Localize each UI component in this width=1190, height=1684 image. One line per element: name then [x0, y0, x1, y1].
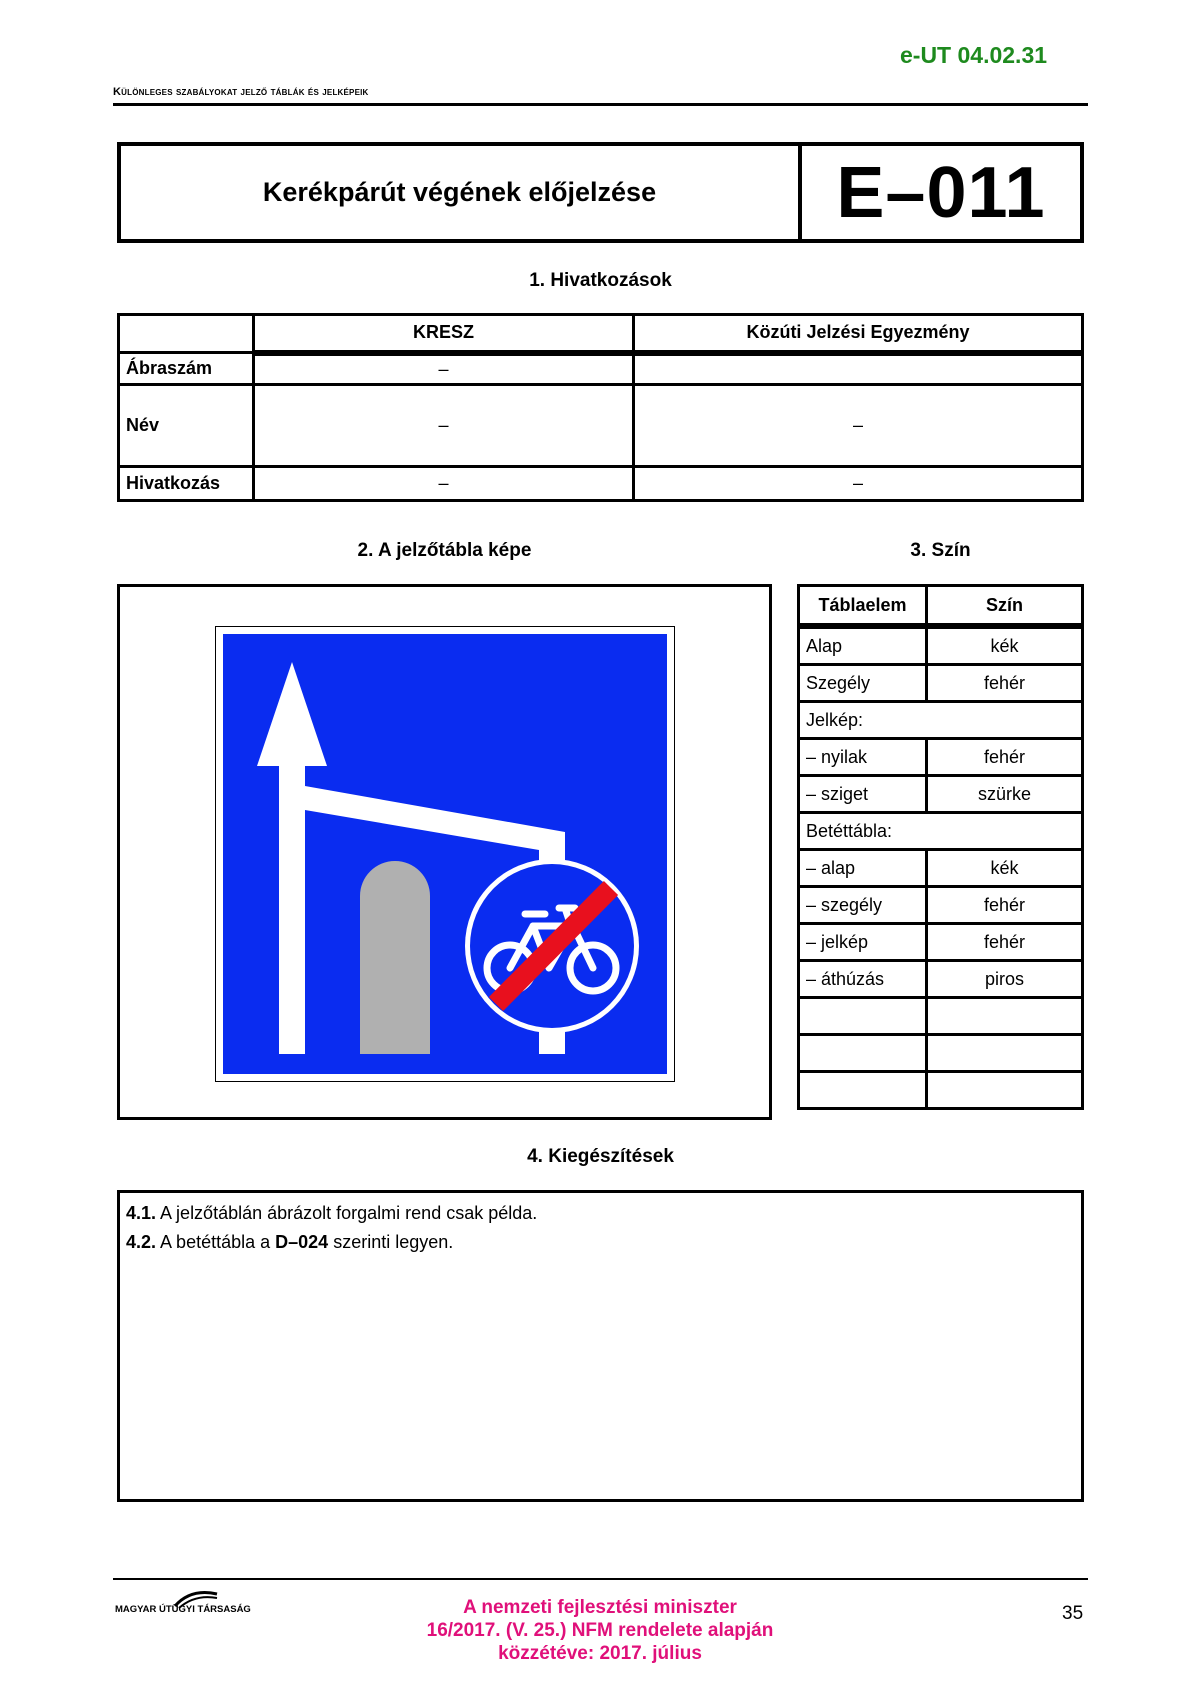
kresz-value: – — [254, 385, 634, 467]
element-cell: Alap — [799, 626, 927, 665]
color-cell — [927, 1072, 1083, 1109]
color-cell: szürke — [927, 776, 1083, 813]
note-number: 4.1. — [126, 1203, 157, 1223]
document-code: e-UT 04.02.31 — [900, 42, 1048, 68]
element-cell: – jelkép — [799, 924, 927, 961]
header-element: Táblaelem — [799, 586, 927, 627]
table-row — [799, 887, 1083, 924]
note-item — [126, 1199, 1075, 1228]
sign-name: Kerékpárút végének előjelzése — [121, 146, 802, 239]
table-row — [799, 850, 1083, 887]
page-number: 35 — [1062, 1603, 1084, 1624]
table-row — [119, 353, 1083, 385]
section-references-title: 1. Hivatkozások — [529, 270, 672, 291]
table-row — [119, 467, 1083, 501]
color-cell: fehér — [927, 665, 1083, 702]
color-cell: piros — [927, 961, 1083, 998]
footer-line: 16/2017. (V. 25.) NFM rendelete alapján — [426, 1620, 774, 1641]
element-cell: – szegély — [799, 887, 927, 924]
kresz-value: – — [254, 467, 634, 501]
color-cell: fehér — [927, 887, 1083, 924]
title-box — [117, 142, 1084, 243]
element-cell: – áthúzás — [799, 961, 927, 998]
element-cell — [799, 1072, 927, 1109]
group-label-cell: Jelkép: — [799, 702, 1083, 739]
table-row — [799, 626, 1083, 665]
note-text: A betéttábla a — [156, 1232, 276, 1252]
table-row — [799, 1072, 1083, 1109]
row-label: Ábraszám — [119, 353, 254, 385]
color-table — [797, 584, 1084, 1110]
footer-line: A nemzeti fejlesztési miniszter — [463, 1597, 737, 1618]
sign-code: E–011 — [836, 152, 1046, 233]
header-kje: Közúti Jelzési Egyezmény — [634, 315, 1083, 353]
empty-header-cell — [119, 315, 254, 353]
color-cell: kék — [927, 626, 1083, 665]
table-row — [799, 1035, 1083, 1072]
table-row — [799, 998, 1083, 1035]
table-row — [799, 702, 1083, 739]
references-table — [117, 313, 1084, 502]
sign-illustration — [215, 626, 675, 1082]
footer-publication-note — [340, 1596, 860, 1665]
footer-divider — [113, 1578, 1088, 1580]
header-kresz: KRESZ — [254, 315, 634, 353]
row-label: Név — [119, 385, 254, 467]
table-row — [799, 961, 1083, 998]
element-cell: Szegély — [799, 665, 927, 702]
color-cell — [927, 998, 1083, 1035]
color-cell: fehér — [927, 739, 1083, 776]
society-logo — [113, 1586, 273, 1626]
element-cell: – nyilak — [799, 739, 927, 776]
kresz-value: – — [254, 353, 634, 385]
table-row — [799, 813, 1083, 850]
table-row — [799, 776, 1083, 813]
note-reference: D–024 — [275, 1232, 329, 1252]
element-cell: – alap — [799, 850, 927, 887]
logo-lettering: MAGYAR ÚTÜGYI TÁRSASÁG — [115, 1604, 251, 1615]
table-row — [799, 924, 1083, 961]
header-color: Szín — [927, 586, 1083, 627]
table-row — [799, 665, 1083, 702]
footer-line: közzétéve: 2017. július — [498, 1643, 702, 1664]
color-cell — [927, 1035, 1083, 1072]
section-sign-image-title: 2. A jelzőtábla képe — [357, 540, 532, 561]
color-cell: kék — [927, 850, 1083, 887]
note-number: 4.2. — [126, 1232, 157, 1252]
arrow-stem — [279, 762, 305, 1054]
kje-value — [634, 353, 1083, 385]
note-text: A jelzőtáblán ábrázolt forgalmi rend csak példa. — [156, 1203, 538, 1223]
element-cell — [799, 1035, 927, 1072]
traffic-island — [360, 861, 430, 1054]
element-cell: – sziget — [799, 776, 927, 813]
group-label-cell: Betéttábla: — [799, 813, 1083, 850]
notes-box — [117, 1190, 1084, 1502]
kje-value: – — [634, 385, 1083, 467]
running-header: Különleges szabályokat jelző táblák és jelképeik — [113, 86, 369, 98]
note-text: szerinti legyen. — [328, 1232, 454, 1252]
section-color-title: 3. Szín — [910, 540, 971, 561]
note-item — [126, 1228, 1075, 1257]
table-header-row — [799, 586, 1083, 627]
row-label: Hivatkozás — [119, 467, 254, 501]
element-cell — [799, 998, 927, 1035]
table-row — [119, 385, 1083, 467]
table-row — [799, 739, 1083, 776]
section-notes-title: 4. Kiegészítések — [527, 1146, 674, 1167]
header-divider — [113, 103, 1088, 106]
table-header-row — [119, 315, 1083, 353]
color-cell: fehér — [927, 924, 1083, 961]
kje-value: – — [634, 467, 1083, 501]
